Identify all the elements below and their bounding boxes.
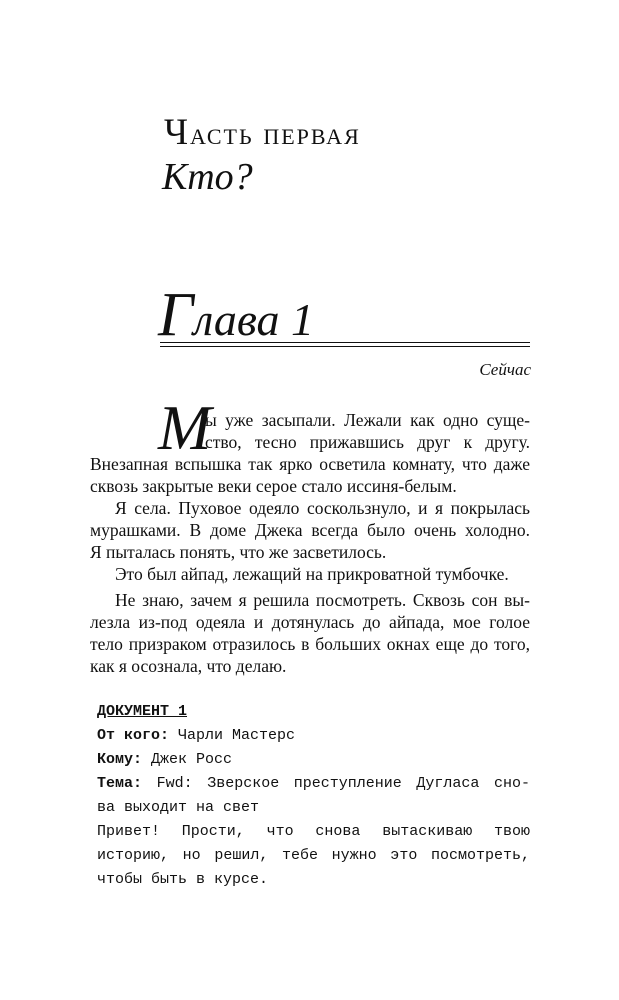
message-line: Привет! Прости, что снова вытаскиваю твою bbox=[97, 823, 530, 840]
chapter-time-label: Сейчас bbox=[479, 360, 531, 379]
drop-cap: М bbox=[158, 392, 212, 463]
chapter-rule-top bbox=[160, 342, 530, 343]
part-title-initial: Ч bbox=[164, 112, 191, 153]
part-subtitle: Кто? bbox=[162, 156, 253, 198]
body-line: Не знаю, зачем я решила посмотреть. Сквозь сон вы- bbox=[115, 590, 530, 610]
chapter-title-rest: лава 1 bbox=[193, 294, 315, 345]
message-line: чтобы быть в курсе. bbox=[97, 871, 269, 888]
body-line: Внезапная вспышка так ярко осветила комнату, что даже bbox=[90, 454, 530, 474]
body-line: сквозь закрытые веки серое стало иссиня-белым. bbox=[90, 476, 457, 496]
body-line: ы уже засыпали. Лежали как одно суще- bbox=[205, 410, 530, 430]
part-title-rest: асть первая bbox=[190, 116, 361, 151]
body-line: лезла из-под одеяла и дотянулась до айпада, мое голое bbox=[90, 612, 530, 632]
to-value: Джек Росс bbox=[142, 751, 233, 768]
subject-label: Тема: bbox=[97, 775, 143, 792]
part-title bbox=[164, 114, 361, 151]
document-subject bbox=[97, 776, 530, 791]
chapter-rule-bottom bbox=[160, 346, 530, 347]
chapter-title bbox=[158, 281, 315, 349]
document-subject-cont: ва выходит на свет bbox=[97, 799, 260, 816]
body-line: тело призраком отразилось в больших окнах еще до того, bbox=[90, 634, 530, 654]
from-value: Чарли Мастерс bbox=[169, 727, 296, 744]
body-line: Я села. Пуховое одеяло соскользнуло, и я покрылась bbox=[115, 498, 530, 518]
document-from bbox=[97, 728, 295, 743]
body-line: Это был айпад, лежащий на прикроватной тумбочке. bbox=[115, 564, 509, 584]
from-label: От кого: bbox=[97, 727, 170, 744]
chapter-title-initial: Г bbox=[158, 281, 194, 349]
body-line: мурашками. В доме Джека всегда было очень холодно. bbox=[90, 520, 530, 540]
subject-value: Fwd: Зверское преступление Дугласа сно- bbox=[142, 775, 530, 792]
document-heading: ДОКУМЕНТ 1 bbox=[97, 703, 188, 720]
body-line: Я пыталась понять, что же засветилось. bbox=[90, 542, 387, 562]
body-line: как я осознала, что делаю. bbox=[90, 656, 287, 676]
message-line: историю, но решил, тебе нужно это посмотреть, bbox=[97, 847, 530, 864]
body-line: ство, тесно прижавшись друг к другу. bbox=[205, 432, 530, 452]
to-label: Кому: bbox=[97, 751, 143, 768]
document-to bbox=[97, 752, 232, 767]
